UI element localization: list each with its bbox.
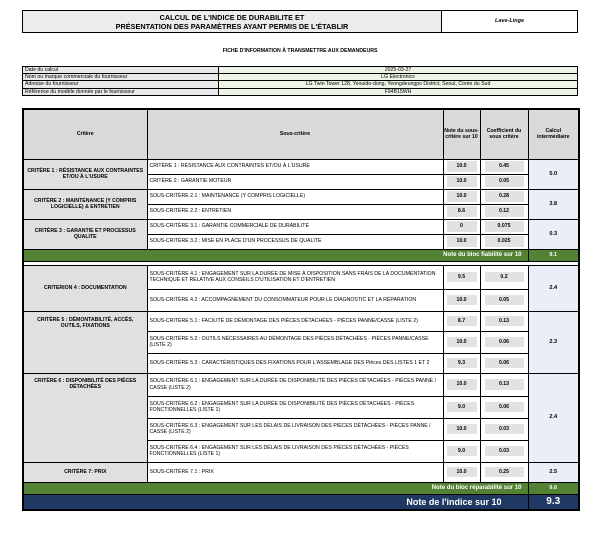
sub-criterion-label: SOUS-CRITÈRE 3.1 : GARANTIE COMMERCIALE DE DURABILITÉ	[147, 219, 443, 234]
col-header-critere: Critère	[23, 109, 147, 159]
note-value: 10.0	[447, 236, 477, 246]
coef-value: 0.13	[485, 379, 524, 389]
sub-criterion-label: SOUS-CRITÈRE 6.3 : ENGAGEMENT SUR LES DÉLAIS DE LIVRAISON DES PIÈCES DÉTACHÉES - PIÈCES PANNE / CASSE (LISTE 2)	[147, 418, 443, 440]
indice-label: Note de l'indice sur 10	[23, 494, 528, 510]
criterion-3-name: CRITÈRE 3 : GARANTIE ET PROCESSUS QUALITE	[23, 219, 147, 249]
coef-value: 0.13	[485, 316, 524, 326]
bloc-fiabilite-value: 9.1	[528, 249, 579, 261]
coef-value: 0.25	[485, 467, 524, 477]
sub-criterion-note	[443, 219, 480, 234]
note-value: 10.0	[447, 176, 477, 186]
criterion-3-calc: 0.3	[528, 219, 579, 249]
criterion-2-name: CRITÈRE 2 : MAINTENANCE (Y COMPRIS LOGICIELLE) & ENTRETIEN	[23, 189, 147, 219]
criterion-1-calc: 5.0	[528, 159, 579, 189]
note-value: 10.0	[447, 161, 477, 171]
col-header-calc: Calcul intermédiaire	[528, 109, 579, 159]
sub-criterion-coef	[480, 289, 528, 311]
criterion-2-calc: 3.8	[528, 189, 579, 219]
criterion-5-calc: 2.3	[528, 311, 579, 373]
sub-criterion-label: SOUS-CRITÈRE 2.1 : MAINTENANCE (Y COMPRIS LOGICIELLE)	[147, 189, 443, 204]
sub-criterion-coef	[480, 189, 528, 204]
table-row	[23, 265, 579, 289]
coef-value: 0.45	[485, 161, 524, 171]
durability-table	[22, 108, 580, 511]
col-header-sous-critere: Sous-critère	[147, 109, 443, 159]
product-type: Lave-Linge	[442, 10, 578, 33]
sub-criterion-label: SOUS-CRITÈRE 5.1 : FACILITÉ DE DÉMONTAGE DES PIÈCES DÉTACHÉES - PIÈCES PANNE/CASSE (LISTE 2)	[147, 311, 443, 331]
info-row	[23, 74, 578, 81]
coef-value: 0.05	[485, 295, 524, 305]
indice-value: 9.3	[528, 494, 579, 510]
col-header-coef: Coefficient du sous critère	[480, 109, 528, 159]
coef-value: 0.06	[485, 358, 524, 368]
sub-criterion-note	[443, 462, 480, 482]
sub-criterion-note	[443, 234, 480, 249]
sub-criterion-coef	[480, 353, 528, 373]
sub-criterion-coef	[480, 396, 528, 418]
sub-criterion-coef	[480, 265, 528, 289]
bloc-reparabilite-value: 9.6	[528, 482, 579, 494]
sub-criterion-coef	[480, 462, 528, 482]
sub-criterion-coef	[480, 174, 528, 189]
table-row	[23, 373, 579, 396]
sub-criterion-note	[443, 265, 480, 289]
criterion-5-name: CRITÈRE 5 : DÉMONTABILITÉ, ACCÈS, OUTILS, FIXATIONS	[23, 311, 147, 373]
note-value: 10.0	[447, 467, 477, 477]
criterion-7-calc: 2.5	[528, 462, 579, 482]
coef-value: 0.12	[485, 206, 524, 216]
table-row	[23, 189, 579, 204]
header	[22, 10, 578, 33]
sub-criterion-coef	[480, 234, 528, 249]
criterion-4-calc: 2.4	[528, 265, 579, 311]
sub-criterion-note	[443, 189, 480, 204]
sub-criterion-note	[443, 204, 480, 219]
info-label: Nom ou marque commerciale du fournisseur	[23, 74, 219, 81]
sub-criterion-label: SOUS-CRITÈRE 5.2 : OUTILS NÉCESSAIRES AU DÉMONTAGE DES PIÈCES DÉTACHÉES - PIÈCES PANNE/CASSE (LISTE 2)	[147, 331, 443, 353]
note-value: 10.0	[447, 424, 477, 434]
bloc-reparabilite-row	[23, 482, 579, 494]
info-value: F94B15WH	[219, 88, 578, 95]
table-row	[23, 462, 579, 482]
supplier-info-table	[22, 66, 578, 96]
info-value: LG Twin Tower 128, Yeouido-dong, Yeongdeungpo District, Seoul, Corée du Sud	[219, 81, 578, 88]
sub-criterion-note	[443, 373, 480, 396]
sub-criterion-note	[443, 396, 480, 418]
sub-criterion-label: SOUS-CRITÈRE 6.2 : ENGAGEMENT SUR LA DURÉE DE DISPONIBILITÉ DES PIÈCES DÉTACHÉES - PIÈCES FONCTIONNELLES (LISTE 1)	[147, 396, 443, 418]
note-value: 10.0	[447, 295, 477, 305]
sub-criterion-label: SOUS-CRITÈRE 2.2 : ENTRETIEN	[147, 204, 443, 219]
sub-criterion-note	[443, 331, 480, 353]
table-row	[23, 311, 579, 331]
criterion-1-name: CRITÈRE 1 : RÉSISTANCE AUX CONTRAINTES ET/OU À L'USURE	[23, 159, 147, 189]
sub-criterion-label: SOUS-CRITÈRE 3.2 : MISE EN PLACE D'UN PROCESSUS DE QUALITE	[147, 234, 443, 249]
criterion-4-name: CRITERION 4 : DOCUMENTATION	[23, 265, 147, 311]
coef-value: 0.03	[485, 424, 524, 434]
sub-criterion-coef	[480, 204, 528, 219]
sub-criterion-coef	[480, 159, 528, 174]
info-row	[23, 67, 578, 74]
sub-criterion-note	[443, 418, 480, 440]
bloc-fiabilite-label: Note du bloc fiabilité sur 10	[23, 249, 528, 261]
note-value: 9.3	[447, 358, 477, 368]
sub-criterion-label: SOUS-CRITÈRE 5.3 : CARACTÉRISTIQUES DES FIXATIONS POUR L'ASSEMBLAGE DES Pièces DES LISTES 1 ET 2	[147, 353, 443, 373]
coef-value: 0.03	[485, 446, 524, 456]
title-line-2: PRÉSENTATION DES PARAMÈTRES AYANT PERMIS DE L'ÉTABLIR	[115, 22, 349, 31]
criterion-6-name: CRITÈRE 6 : DISPONIBILITÉ DES PIÈCES DÉTACHÉES	[23, 373, 147, 462]
sub-criterion-note	[443, 174, 480, 189]
sub-criterion-label: CRITÈRE 2 : GARANTIE MOTEUR	[147, 174, 443, 189]
note-value: 8.7	[447, 316, 477, 326]
info-label: Date du calcul	[23, 67, 219, 74]
info-row	[23, 81, 578, 88]
coef-value: 0.05	[485, 176, 524, 186]
coef-value: 0.2	[485, 272, 524, 282]
coef-value: 0.06	[485, 337, 524, 347]
coef-value: 0.025	[485, 236, 524, 246]
fiche-title: FICHE D'INFORMATION À TRANSMETTRE AUX DEMANDEURS	[222, 48, 378, 54]
coef-value: 0.075	[485, 221, 524, 231]
bloc-fiabilite-row	[23, 249, 579, 261]
note-value: 10.0	[447, 337, 477, 347]
sub-criterion-note	[443, 159, 480, 174]
sub-criterion-coef	[480, 219, 528, 234]
sub-criterion-label: SOUS-CRITÈRE 7.1 : PRIX	[147, 462, 443, 482]
note-value: 10.0	[447, 191, 477, 201]
note-value: 0	[447, 221, 477, 231]
info-row	[23, 88, 578, 95]
coef-value: 0.06	[485, 402, 524, 412]
sub-criterion-label: SOUS-CRITÈRE 6.1 : ENGAGEMENT SUR LA DURÉE DE DISPONIBILITÉ DES PIÈCES DÉTACHÉES - PIÈCES PANNE / CASSE (LISTE 2)	[147, 373, 443, 396]
criterion-7-name: CRITÈRE 7: PRIX	[23, 462, 147, 482]
sub-criterion-note	[443, 311, 480, 331]
note-value: 9.0	[447, 446, 477, 456]
table-row	[23, 159, 579, 174]
table-row	[23, 219, 579, 234]
bloc-reparabilite-label: Note du bloc réparabilité sur 10	[23, 482, 528, 494]
note-value: 9.0	[447, 402, 477, 412]
col-header-note: Note du sous-critère sur 10	[443, 109, 480, 159]
sub-criterion-note	[443, 440, 480, 462]
sub-criterion-label: SOUS-CRITÈRE 6.4 : ENGAGEMENT SUR LES DÉLAIS DE LIVRAISON DES PIÈCES DÉTACHÉES - PIÈCES FONCTIONNELLES (LISTE 1)	[147, 440, 443, 462]
sub-criterion-note	[443, 289, 480, 311]
note-value: 10.0	[447, 379, 477, 389]
info-label: Référence du modèle donnée par le fournisseur	[23, 88, 219, 95]
page-title	[22, 10, 442, 33]
sub-criterion-label: SOUS-CRITÈRE 4.1 : ENGAGEMENT SUR LA DURÉE DE MISE À DISPOSITION SANS FRAIS DE LA DOCUMENTATION TECHNIQUE ET RELATIVE AUX CONSEILS D'UTILISATION ET D'ENTRETIEN	[147, 265, 443, 289]
info-value: LG Electronics	[219, 74, 578, 81]
coef-value: 0.28	[485, 191, 524, 201]
note-value: 9.5	[447, 272, 477, 282]
note-value: 8.6	[447, 206, 477, 216]
sub-criterion-coef	[480, 311, 528, 331]
criterion-6-calc: 2.4	[528, 373, 579, 462]
sub-criterion-note	[443, 353, 480, 373]
info-label: Adresse du fournisseur	[23, 81, 219, 88]
sub-criterion-coef	[480, 418, 528, 440]
sub-criterion-coef	[480, 373, 528, 396]
table-header-row	[23, 109, 579, 159]
sub-criterion-coef	[480, 331, 528, 353]
sub-criterion-label: CRITÈRE 1 : RÉSISTANCE AUX CONTRAINTES ET/OU À L'USURE	[147, 159, 443, 174]
title-line-1: CALCUL DE L'INDICE DE DURABILITE ET	[159, 13, 305, 22]
sub-criterion-label: SOUS-CRITÈRE 4.2 : ACCOMPAGNEMENT DU CONSOMMATEUR POUR LE DIAGNOSTIC ET LA RÉPARATION	[147, 289, 443, 311]
indice-row	[23, 494, 579, 510]
sub-criterion-coef	[480, 440, 528, 462]
info-value: 2025-03-27	[219, 67, 578, 74]
